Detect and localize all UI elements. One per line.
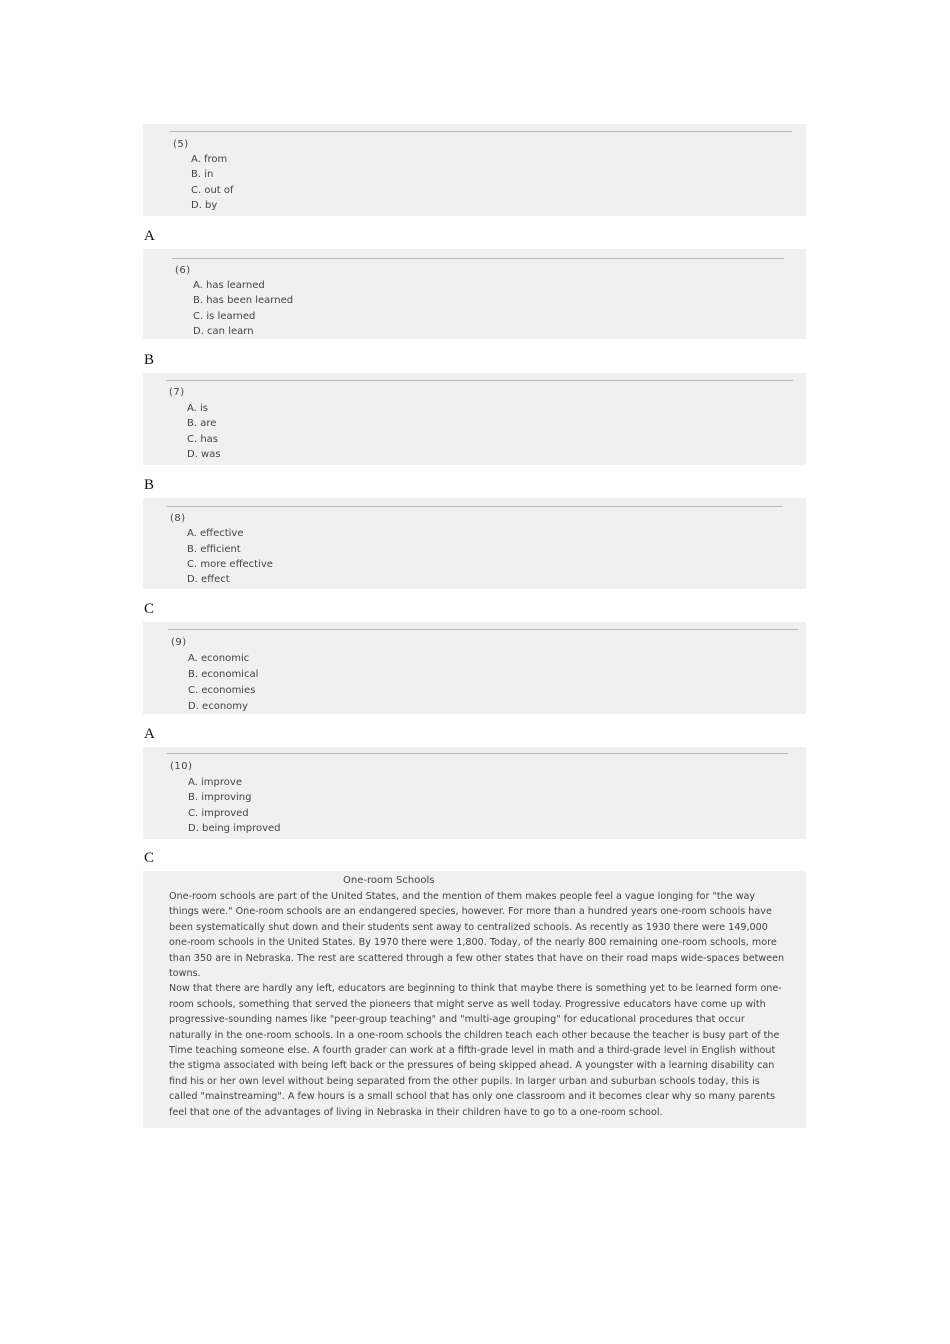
option-a: A. from [191,154,228,165]
question-number: (10) [170,761,193,772]
answer-9: A [144,726,155,742]
option-c: C. has [187,434,219,445]
option-b: B. efficient [187,544,241,555]
option-c: C. out of [191,185,234,196]
divider-line [168,629,798,630]
divider-line [170,131,792,132]
option-b: B. improving [188,792,252,803]
option-c: C. economies [188,685,256,696]
option-a: A. improve [188,777,242,788]
question-number: (6) [175,265,191,276]
passage-paragraph: Now that there are hardly any left, educators are beginning to think that maybe there is something yet to be learned form one-room schools, something that served the pioneers that might serve as well today. Progressive educators have come up with progressive-sounding names like "peer-group teaching" and "multi-age grouping" for educational procedures that occur naturally in the one-room schools. In a one-room schools the children teach each other because the teacher is busy part of the Time teaching someone else. A fourth grader can work at a fifth-grade level in math and a third-grade level in English without the stigma associated with being left back or the pressures of being skipped ahead. A youngster with a learning disability can find his or her own level without being separated from the other pupils. In larger urban and suburban schools today, this is called "mainstreaming". A few hours is a small school that has only one classroom and it becomes clear why so many parents feel that one of the advantages of living in Nebraska in their children have to go to a one-room school. [169,983,782,1118]
option-d: D. by [191,200,218,211]
option-d: D. can learn [193,326,254,337]
option-d: D. being improved [188,823,281,834]
answer-5: A [144,228,155,244]
question-number: (5) [173,139,189,150]
option-c: C. is learned [193,311,256,322]
option-b: B. are [187,418,217,429]
question-panel-5 [143,124,806,216]
divider-line [167,506,783,507]
option-b: B. economical [188,669,259,680]
question-panel-8 [143,498,806,589]
passage-title: One-room Schools [343,875,435,886]
option-d: D. effect [187,574,230,585]
option-b: B. has been learned [193,295,294,306]
question-panel-9 [143,622,806,714]
option-d: D. economy [188,701,248,712]
question-panel-7 [143,373,806,465]
answer-10: C [144,850,155,866]
option-b: B. in [191,169,214,180]
divider-line [167,753,788,754]
option-a: A. is [187,403,209,414]
option-c: C. more effective [187,559,273,570]
passage-body [169,889,785,1120]
option-a: A. has learned [193,280,265,291]
question-panel-6 [143,249,806,339]
option-c: C. improved [188,808,249,819]
divider-line [172,258,784,259]
answer-8: C [144,601,155,617]
divider-line [166,380,793,381]
option-d: D. was [187,449,221,460]
question-number: (7) [169,387,185,398]
option-a: A. economic [188,653,250,664]
question-panel-10 [143,747,806,839]
question-number: (8) [170,513,186,524]
answer-7: B [144,477,155,493]
option-a: A. effective [187,528,244,539]
passage-panel [143,871,806,1128]
passage-paragraph: One-room schools are part of the United States, and the mention of them makes people feel a vague longing for "the way things were." One-room schools are an endangered species, however. For more than a hundred years one-room schools have been systematically shut down and their students sent away to centralized schools. As recently as 1930 there were 149,000 one-room schools in the United States. By 1970 there were 1,800. Today, of the nearly 800 remaining one-room schools, more than 350 are in Nebraska. The rest are scattered through a few other states that have on their road maps wide-spaces between towns. [169,891,785,980]
answer-6: B [144,352,155,368]
question-number: (9) [171,637,187,648]
